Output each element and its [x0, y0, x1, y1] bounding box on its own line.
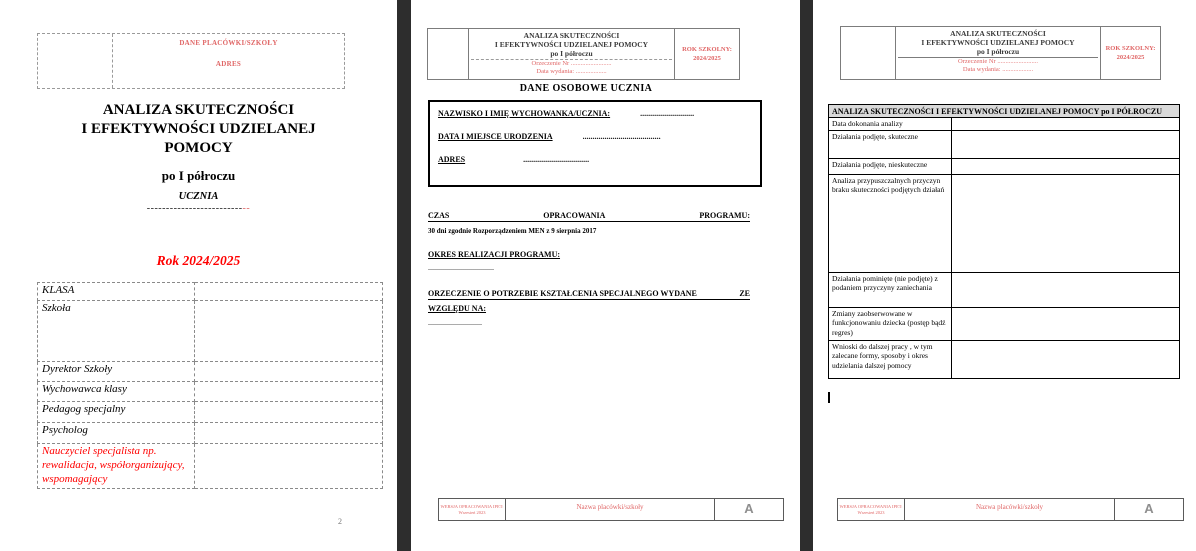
- row-label: Działania pominięte (nie podjęte) z podaniem przyczyny zaniechania: [829, 272, 952, 307]
- doc-header-table: [427, 28, 740, 80]
- school-name-cell: Nazwa placówki/szkoły: [905, 499, 1115, 520]
- row-value-cell[interactable]: [952, 130, 1180, 158]
- footer-table: [438, 498, 784, 521]
- header-title-cell: [896, 27, 1101, 79]
- row-value-cell[interactable]: [195, 444, 383, 489]
- page-3[interactable]: [813, 0, 1196, 551]
- version-cell: [838, 499, 905, 520]
- title-line-2: I EFEKTYWNOŚCI UDZIELANEJ: [81, 121, 316, 137]
- row-label: Analiza przypuszczalnych przyczyn braku skuteczności podjętych działań: [829, 174, 952, 272]
- fill-in-dots-red: --: [242, 203, 251, 214]
- document-title: [0, 101, 397, 158]
- issue-date-line: Data wydania: ...................: [962, 66, 1034, 73]
- row-value-cell[interactable]: [195, 301, 383, 362]
- row-value-cell[interactable]: [952, 118, 1180, 131]
- version-line1: WERSJA OPRACOWANIA IPET:: [839, 503, 903, 509]
- row-label: Dyrektor Szkoły: [38, 362, 195, 382]
- revision-letter: A: [744, 501, 754, 516]
- field-birth: [438, 132, 752, 141]
- address-label: ADRES: [215, 60, 242, 68]
- table-row: [829, 174, 1180, 272]
- fill-in-dots: -------------------------: [146, 203, 243, 214]
- school-year-badge: [675, 29, 739, 79]
- program-period-label: OKRES REALIZACJI PROGRAMU:: [428, 250, 561, 259]
- table-row: [829, 118, 1180, 131]
- school-year-heading: Rok 2024/2025: [156, 253, 241, 268]
- field-dots: ...........................: [640, 109, 695, 118]
- school-year-badge: [1101, 27, 1160, 79]
- decree-text: ZE: [739, 289, 750, 298]
- school-year-value: 2024/2025: [1116, 54, 1145, 61]
- field-dots: .................................: [523, 155, 590, 164]
- header-empty-cell: [841, 27, 896, 79]
- row-value-cell[interactable]: [195, 402, 383, 423]
- fill-in-line: [0, 203, 397, 214]
- decree-number-line: Orzeczenie Nr .........................: [531, 60, 612, 67]
- men-regulation-note: 30 dni zgodnie Rozporządzeniem MEN z 9 sierpnia 2017: [428, 227, 597, 235]
- analysis-table-title: ANALIZA SKUTECZNOŚCI I EFEKTYWNOŚCI UDZIELANEJ POMOCY po I PÓŁROCZU: [829, 105, 1180, 118]
- row-label: Szkoła: [38, 301, 195, 362]
- revision-letter: A: [1144, 501, 1154, 516]
- doc-header-table: [840, 26, 1161, 80]
- row-label: Wnioski do dalszej pracy , w tym zalecane formy, sposoby i okres udzielania dalszej pomocy: [829, 340, 952, 378]
- decree-dots: ...........................: [428, 318, 482, 327]
- table-row: [829, 307, 1180, 340]
- special-education-decree-line2: WZGLĘDU NA:: [428, 304, 487, 313]
- row-value-cell[interactable]: [952, 272, 1180, 307]
- field-label: ADRES: [438, 155, 466, 164]
- footer-table: [837, 498, 1184, 521]
- header-title-line3: po I półroczu: [550, 49, 593, 58]
- table-row: [38, 301, 383, 362]
- row-value-cell[interactable]: [195, 423, 383, 444]
- row-label: Wychowawca klasy: [38, 382, 195, 402]
- header-title: [469, 29, 674, 58]
- row-label: Działania podjęte, skuteczne: [829, 130, 952, 158]
- analysis-table: [828, 104, 1180, 379]
- school-year-value: 2024/2025: [693, 55, 721, 62]
- row-label: Data dokonania analizy: [829, 118, 952, 131]
- special-education-decree-line1: [428, 289, 750, 300]
- program-time-word: OPRACOWANIA: [543, 211, 606, 220]
- facility-data-box: [37, 33, 345, 89]
- school-year-label: ROK SZKOLNY:: [682, 46, 732, 53]
- table-row: [38, 362, 383, 382]
- student-label: UCZNIA: [178, 191, 219, 202]
- info-table: [37, 282, 383, 489]
- table-row: [38, 444, 383, 489]
- version-line1: WERSJA OPRACOWANIA IPET:: [440, 503, 504, 509]
- page-gap: [800, 0, 813, 551]
- header-title-line1: ANALIZA SKUTECZNOŚCI: [950, 29, 1046, 38]
- header-title-line2: I EFEKTYWNOŚCI UDZIELANEJ POMOCY: [921, 38, 1075, 47]
- table-row: [38, 402, 383, 423]
- program-time-line: [428, 211, 750, 222]
- row-label: Nauczyciel specjalista np. rewalidacja, współorganizujący, wspomagający: [38, 444, 195, 489]
- decree-text: ORZECZENIE O POTRZEBIE KSZTAŁCENIA SPECJALNEGO WYDANE: [428, 289, 697, 298]
- issue-date-line: Data wydania: ...................: [536, 68, 607, 75]
- field-student-name: [438, 109, 752, 118]
- row-label: KLASA: [38, 283, 195, 301]
- field-label: DATA I MIEJSCE URODZENIA: [438, 132, 553, 141]
- semester-subtitle: po I półroczu: [161, 168, 236, 183]
- row-value-cell[interactable]: [952, 307, 1180, 340]
- version-cell: [439, 499, 506, 520]
- title-line-1: ANALIZA SKUTECZNOŚCI: [102, 102, 295, 118]
- table-row: [38, 283, 383, 301]
- program-time-word: PROGRAMU:: [699, 211, 750, 220]
- text-caret: [828, 392, 830, 403]
- table-row: [38, 382, 383, 402]
- version-line2: Wrzesień 2023: [458, 509, 486, 515]
- table-row: [38, 423, 383, 444]
- row-value-cell[interactable]: [195, 362, 383, 382]
- title-line-3: POMOCY: [164, 140, 233, 156]
- school-year-label: ROK SZKOLNY:: [1105, 45, 1156, 52]
- header-title-cell: [469, 29, 675, 79]
- header-title-line2: I EFEKTYWNOŚCI UDZIELANEJ POMOCY: [494, 40, 649, 49]
- field-address: [438, 155, 752, 164]
- row-value-cell[interactable]: [952, 158, 1180, 174]
- field-label: NAZWISKO I IMIĘ WYCHOWANKA/UCZNIA:: [438, 109, 611, 118]
- field-dots: .......................................: [582, 132, 661, 141]
- row-label: Zmiany zaobserwowane w funkcjonowaniu dziecka (postęp bądź regres): [829, 307, 952, 340]
- personal-data-heading: DANE OSOBOWE UCZNIA: [519, 83, 653, 94]
- version-line2: Wrzesień 2023: [857, 509, 885, 515]
- program-period-dots: .................................: [428, 263, 494, 272]
- facility-labels: [113, 34, 344, 88]
- table-row: [829, 340, 1180, 378]
- row-value-cell[interactable]: [195, 382, 383, 402]
- header-title: [896, 27, 1100, 56]
- table-row: [829, 158, 1180, 174]
- facility-empty-cell: [38, 34, 113, 88]
- row-label: Działania podjęte, nieskuteczne: [829, 158, 952, 174]
- row-value-cell[interactable]: [952, 340, 1180, 378]
- decree-number-line: Orzeczenie Nr .........................: [958, 58, 1038, 65]
- table-row: [829, 272, 1180, 307]
- row-label: Pedagog specjalny: [38, 402, 195, 423]
- row-value-cell[interactable]: [952, 174, 1180, 272]
- page-1[interactable]: [0, 0, 397, 551]
- program-time-word: CZAS: [428, 211, 450, 220]
- analysis-table-header: [829, 105, 1180, 118]
- page-number: 2: [338, 517, 342, 526]
- facility-label: DANE PLACÓWKI/SZKOŁY: [179, 39, 278, 47]
- school-name-cell: Nazwa placówki/szkoły: [506, 499, 715, 520]
- row-label: Psycholog: [38, 423, 195, 444]
- page-2[interactable]: [411, 0, 800, 551]
- table-row: [829, 130, 1180, 158]
- personal-data-box: [428, 100, 762, 187]
- row-value-cell[interactable]: [195, 283, 383, 301]
- page-gap: [397, 0, 411, 551]
- header-title-line3: po I półroczu: [976, 47, 1020, 56]
- header-empty-cell: [428, 29, 469, 79]
- header-title-line1: ANALIZA SKUTECZNOŚCI: [523, 31, 620, 40]
